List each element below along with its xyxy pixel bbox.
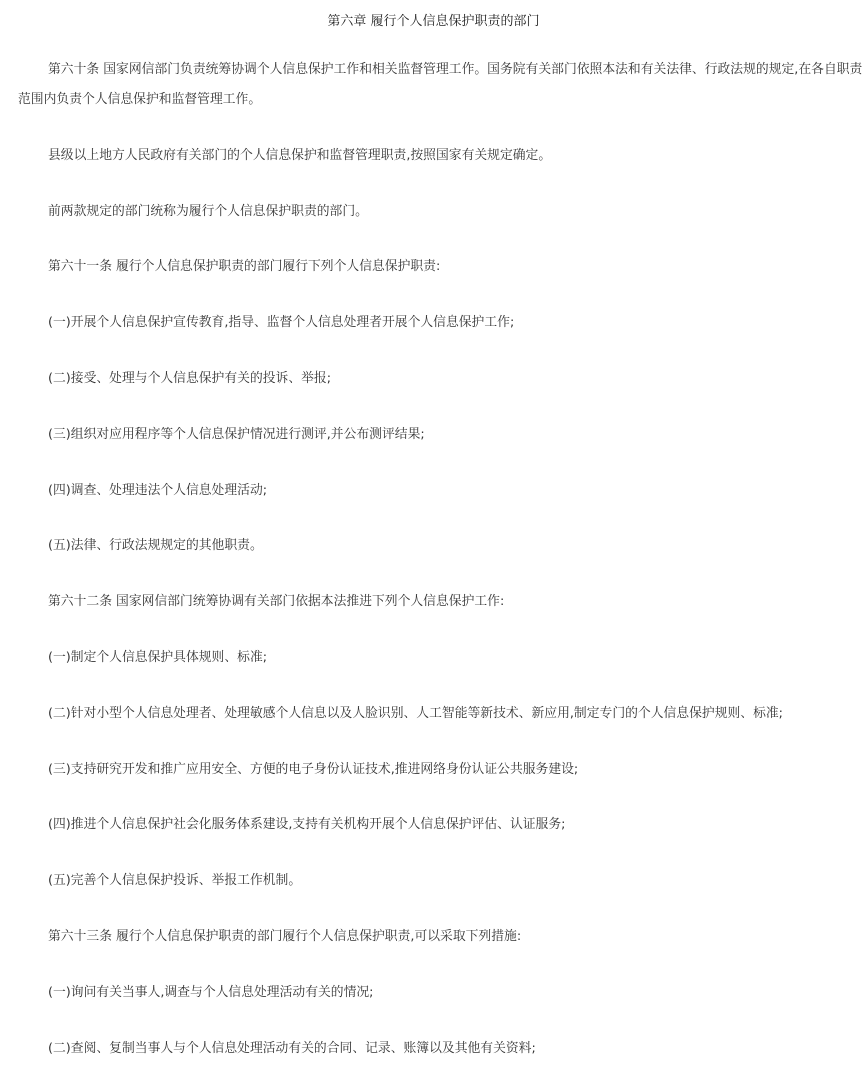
list-item-61-2: (二)接受、处理与个人信息保护有关的投诉、举报; bbox=[48, 370, 332, 386]
list-item-63-1: (一)询问有关当事人,调查与个人信息处理活动有关的情况; bbox=[48, 984, 374, 1000]
list-item-63-2: (二)查阅、复制当事人与个人信息处理活动有关的合同、记录、账簿以及其他有关资料; bbox=[48, 1040, 536, 1056]
list-item-61-3: (三)组织对应用程序等个人信息保护情况进行测评,并公布测评结果; bbox=[48, 426, 425, 442]
paragraph-article-60: 第六十条 国家网信部门负责统筹协调个人信息保护工作和相关监督管理工作。国务院有关部门依照本法和有关法律、行政法规的规定,在各自职责范围内负责个人信息保护和监督管理工作。 bbox=[18, 62, 863, 107]
chapter-title: 第六章 履行个人信息保护职责的部门 bbox=[327, 14, 540, 29]
list-item-62-3: (三)支持研究开发和推广应用安全、方便的电子身份认证技术,推进网络身份认证公共服务建设; bbox=[48, 761, 579, 777]
document-body bbox=[18, 55, 863, 1089]
paragraph-article-61: 第六十一条 履行个人信息保护职责的部门履行下列个人信息保护职责: bbox=[48, 259, 441, 275]
paragraph-local-departments: 县级以上地方人民政府有关部门的个人信息保护和监督管理职责,按照国家有关规定确定。 bbox=[48, 147, 552, 163]
list-item-61-4: (四)调查、处理违法个人信息处理活动; bbox=[48, 482, 268, 498]
list-item-61-5: (五)法律、行政法规规定的其他职责。 bbox=[48, 538, 263, 554]
paragraph-department-definition: 前两款规定的部门统称为履行个人信息保护职责的部门。 bbox=[48, 203, 368, 219]
list-item-62-2: (二)针对小型个人信息处理者、处理敏感个人信息以及人脸识别、人工智能等新技术、新应用,制定专门的个人信息保护规则、标准; bbox=[48, 705, 783, 721]
list-item-62-4: (四)推进个人信息保护社会化服务体系建设,支持有关机构开展个人信息保护评估、认证服务; bbox=[48, 817, 566, 833]
paragraph-article-63: 第六十三条 履行个人信息保护职责的部门履行个人信息保护职责,可以采取下列措施: bbox=[48, 928, 522, 944]
list-item-62-5: (五)完善个人信息保护投诉、举报工作机制。 bbox=[48, 873, 302, 889]
list-item-61-1: (一)开展个人信息保护宣传教育,指导、监督个人信息处理者开展个人信息保护工作; bbox=[48, 315, 515, 331]
list-item-62-1: (一)制定个人信息保护具体规则、标准; bbox=[48, 649, 268, 665]
paragraph-article-62: 第六十二条 国家网信部门统筹协调有关部门依据本法推进下列个人信息保护工作: bbox=[48, 594, 505, 610]
